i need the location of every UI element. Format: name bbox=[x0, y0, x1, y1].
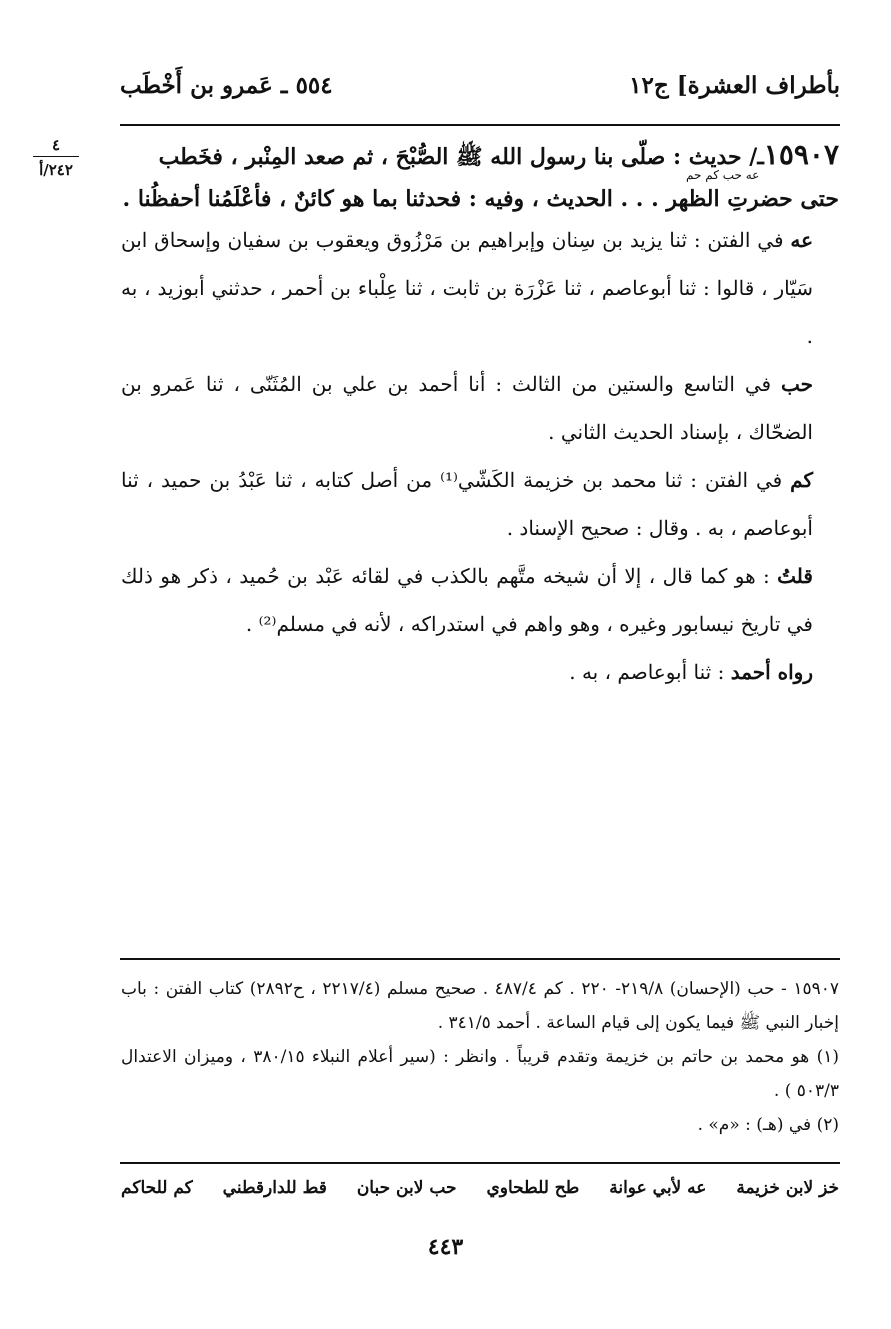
abbrev-hakim: كم للحاكم bbox=[121, 1178, 193, 1198]
abbreviation-key bbox=[121, 1178, 839, 1198]
footnote-sources: ١٥٩٠٧ - حب (الإحسان) ٢١٩/٨- ٢٢٠ . كم ٤٨٧/٤ . صحيح مسلم (٢٢١٧/٤ ، ح٢٨٩٢) كتاب الفتن : باب إخبار النبي ﷺ فيما يكون إلى قيام الساعة . أحمد ٣٤١/٥ . bbox=[121, 979, 839, 1033]
main-text bbox=[121, 140, 839, 696]
paragraph-text: في الفتن : ثنا محمد بن خزيمة الكَشّي⁽¹⁾ من أصل كتابه ، ثنا عَبْدُ بن حميد ، ثنا أبوعاصم ، به . وقال : صحيح الإسناد . bbox=[121, 468, 813, 540]
abbrev-abu-awana: عه لأبي عوانة bbox=[609, 1178, 707, 1198]
paragraph-text: : ثنا أبوعاصم ، به . bbox=[569, 660, 731, 684]
paragraph-lead: حب bbox=[780, 372, 813, 396]
paragraph-author-note bbox=[121, 552, 839, 648]
header-book-title: بأطراف العشرة] ج١٢ bbox=[629, 72, 840, 99]
hadith-text-line1: ـ/ حديث : صلّى بنا رسول الله ﷺ الصُّبْحَ ، ثم صعد المِنْبر ، فخَطب bbox=[158, 144, 764, 170]
running-header bbox=[120, 72, 840, 112]
footnote-1: (١) هو محمد بن حاتم بن خزيمة وتقدم قريباً . وانظر : (سير أعلام النبلاء ٣٨٠/١٥ ، وميزان الاعتدال ٥٠٣/٣ ) . bbox=[121, 1047, 840, 1101]
header-chapter-title: ٥٥٤ ـ عَمرو بن أَخْطَب bbox=[120, 72, 333, 99]
abbrev-daraqutni: قط للدارقطني bbox=[222, 1178, 327, 1198]
abbrev-ibn-hibban: حب لابن حبان bbox=[356, 1178, 457, 1198]
source-symbols: عه حب كم حم bbox=[686, 168, 760, 182]
page-number: ٤٤٣ bbox=[427, 1234, 464, 1260]
paragraph-text: في الفتن : ثنا يزيد بن سِنان وإبراهيم بن مَرْزُوق ويعقوب بن سفيان وإسحاق ابن سَيّار ، قالوا : ثنا أبوعاصم ، ثنا عَزْرَة بن ثابت ، ثنا عِلْباء بن أحمر ، حدثني أبوزيد ، به . bbox=[121, 228, 813, 348]
paragraph-abu-awana bbox=[121, 216, 839, 360]
hadith-heading bbox=[121, 140, 839, 172]
header-divider bbox=[120, 124, 840, 126]
margin-folio-number: ٤ bbox=[33, 136, 79, 157]
abbrev-ibn-khuzayma: خز لابن خزيمة bbox=[736, 1178, 839, 1198]
hadith-text-line2: حتى حضرتِ الظهر . . . الحديث ، وفيه : فحدثنا بما هو كائنٌ ، فأعْلَمُنا أحفظُنا . bbox=[122, 186, 839, 212]
paragraph-lead: عه bbox=[790, 228, 813, 252]
paragraph-text: : هو كما قال ، إلا أن شيخه متَّهم بالكذب في لقائه عَبْد بن حُميد ، ذكر هو ذلك في تاريخ نيسابور وغيره ، وهو واهم في استدراكه ، لأنه في مسلم⁽²⁾ . bbox=[121, 564, 813, 636]
paragraph-ahmad bbox=[121, 648, 839, 696]
paragraph-hakim bbox=[121, 456, 839, 552]
paragraph-ibn-hibban bbox=[121, 360, 839, 456]
hadith-number: ١٥٩٠٧ bbox=[763, 138, 839, 171]
abbreviation-divider bbox=[120, 1162, 840, 1164]
footnote-2: (٢) في (هـ) : «م» . bbox=[697, 1115, 839, 1135]
margin-folio-ref: ٢٤٢/أ bbox=[39, 161, 73, 179]
paragraph-lead: قلتُ bbox=[777, 564, 813, 588]
paragraph-lead: رواه أحمد bbox=[730, 660, 813, 684]
paragraph-text: في التاسع والستين من الثالث : أنا أحمد بن علي بن المُثَنّى ، ثنا عَمرو بن الضحّاك ، بإسناد الحديث الثاني . bbox=[121, 372, 813, 444]
footnotes bbox=[121, 972, 839, 1142]
paragraph-lead: كم bbox=[790, 468, 813, 492]
footnote-divider bbox=[120, 958, 840, 960]
abbrev-tahawi: طح للطحاوي bbox=[486, 1178, 580, 1198]
margin-reference bbox=[33, 136, 79, 179]
